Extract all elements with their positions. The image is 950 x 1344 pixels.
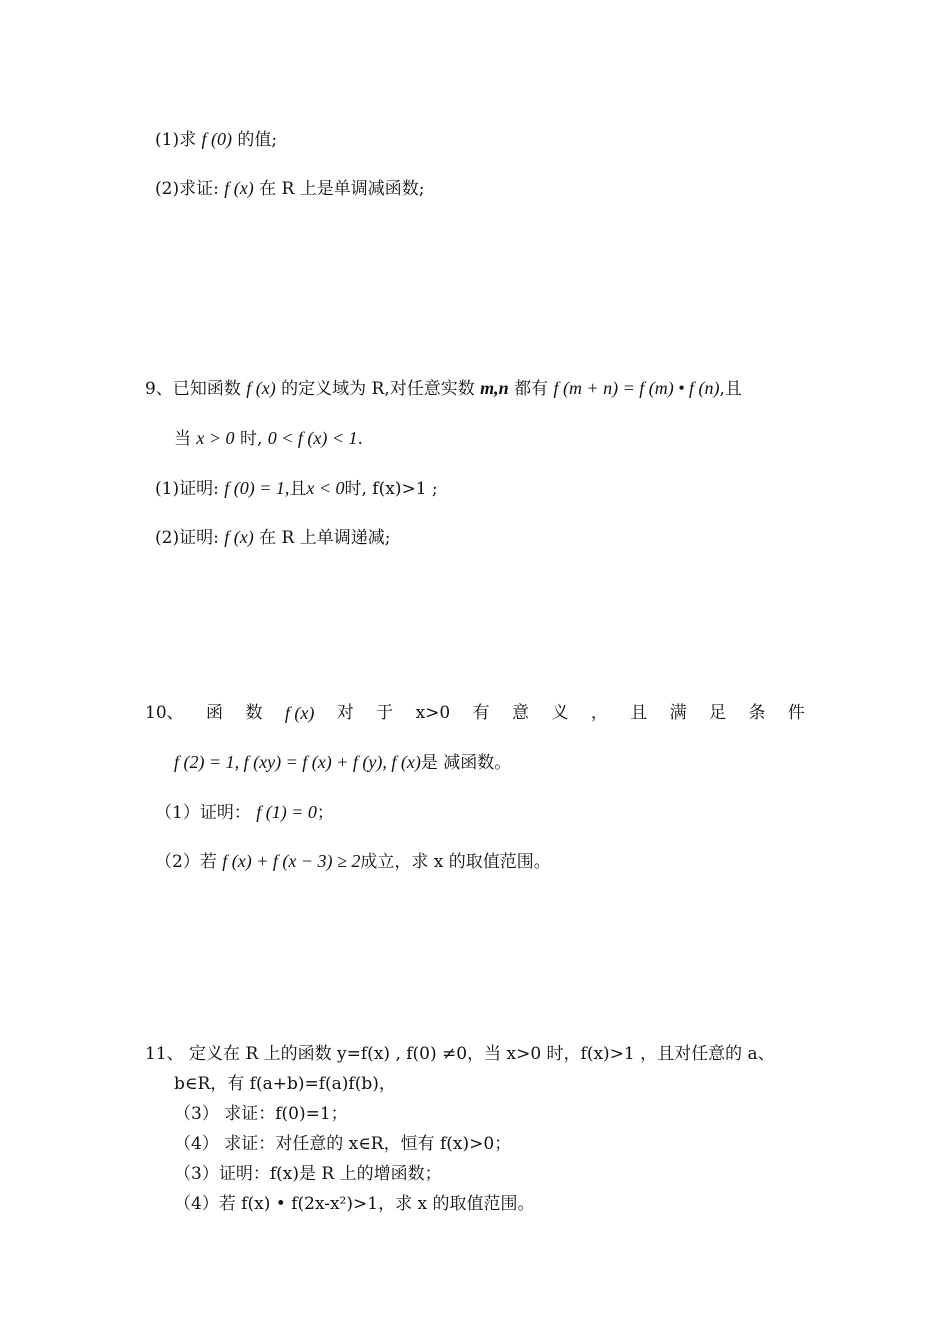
q9-line1-math2: m,n	[480, 378, 509, 398]
q10-part2	[155, 850, 551, 873]
q9-part2-prefix: (2)证明:	[155, 528, 219, 548]
q10-word-math: f (x)	[284, 703, 315, 723]
q9-line1	[145, 377, 742, 400]
q10-word: 意	[512, 703, 530, 723]
q8-part2-prefix: (2)求证:	[155, 179, 219, 199]
q10-word: ，	[590, 703, 608, 723]
q11-line2: b∈R，有 f(a+b)=f(a)f(b)，	[174, 1074, 396, 1094]
q10-part1-math: f (1) = 0	[256, 802, 317, 822]
q8-part1	[155, 128, 277, 151]
q9-line2-suffix: .	[357, 429, 363, 449]
q9-part1-suffix: 时, f(x)>1 ;	[344, 479, 438, 499]
q9-line2	[174, 427, 363, 450]
q10-line2	[174, 751, 511, 774]
q9-part2-suffix: 在 R 上单调递减;	[259, 528, 391, 548]
q10-part1-prefix: （1）证明：	[155, 803, 251, 823]
q9-part2-math: f (x)	[224, 527, 254, 547]
q9-part1-mid: 且	[289, 479, 307, 499]
q10-word: 条	[748, 703, 766, 723]
q10-part2-math: f (x) + f (x − 3) ≥ 2	[222, 851, 361, 871]
q9-line1-suffix: ,且	[719, 379, 742, 399]
q10-word: 有	[472, 703, 490, 723]
q9-part1	[155, 477, 438, 500]
q10-line2-suffix: 是 减函数。	[420, 753, 512, 773]
q9-line1-math3: f (m + n) = f (m) • f (n)	[553, 378, 720, 398]
q9-part2	[155, 526, 390, 549]
q10-part1-suffix: ；	[316, 803, 334, 823]
q9-line1-prefix: 9、已知函数	[145, 379, 241, 399]
q9-line1-math1: f (x)	[246, 378, 276, 398]
q10-word: 满	[669, 703, 687, 723]
q10-line1	[145, 702, 805, 724]
q8-part2-math: f (x)	[224, 178, 254, 198]
q10-word: 函	[206, 703, 224, 723]
q9-line1-mid2: 都有	[514, 379, 549, 399]
q11-part4: （4）若 f(x) • f(2x-x²)>1，求 x 的取值范围。	[174, 1194, 535, 1214]
q10-word: 10、	[145, 703, 184, 723]
q9-line1-mid: 的定义域为 R,对任意实数	[281, 379, 475, 399]
q10-part2-prefix: （2）若	[155, 852, 217, 872]
q10-word: 件	[787, 703, 805, 723]
q10-part1	[155, 801, 334, 824]
q8-part1-math: f (0)	[201, 129, 232, 149]
q10-word: 且	[630, 703, 648, 723]
q10-word: 于	[376, 703, 394, 723]
q9-line2-mid: 时,	[239, 429, 263, 449]
q9-line2-math1: x > 0	[196, 428, 235, 448]
q11-line1: 11、 定义在 R 上的函数 y=f(x) , f(0) ≠0，当 x>0 时，f(x)>1 ，且对任意的 a、	[145, 1044, 775, 1064]
q11-part1: （3） 求证：f(0)=1；	[174, 1104, 348, 1124]
q8-part2	[155, 177, 424, 200]
q10-word: 数	[245, 703, 263, 723]
q8-part1-suffix: 的值;	[237, 130, 278, 150]
q9-part1-math2: x < 0	[306, 478, 345, 498]
q10-line2-math: f (2) = 1, f (xy) = f (x) + f (y), f (x)	[174, 752, 421, 772]
q10-part2-suffix: 成立，求 x 的取值范围。	[360, 852, 551, 872]
q10-word: 义	[551, 703, 569, 723]
q8-part2-suffix: 在 R 上是单调减函数;	[259, 179, 425, 199]
q10-word: 足	[709, 703, 727, 723]
q9-line2-math2: 0 < f (x) < 1	[267, 428, 358, 448]
q9-part1-prefix: (1)证明:	[155, 479, 219, 499]
q9-line2-prefix: 当	[174, 429, 191, 449]
q10-word: 对	[336, 703, 354, 723]
q10-word: x>0	[415, 703, 451, 723]
q11-part3: （3）证明：f(x)是 R 上的增函数；	[174, 1164, 442, 1184]
q9-part1-math: f (0) = 1,	[224, 478, 290, 498]
q8-part1-prefix: (1)求	[155, 130, 197, 150]
q11-part2: （4） 求证：对任意的 x∈R，恒有 f(x)>0；	[174, 1134, 512, 1154]
